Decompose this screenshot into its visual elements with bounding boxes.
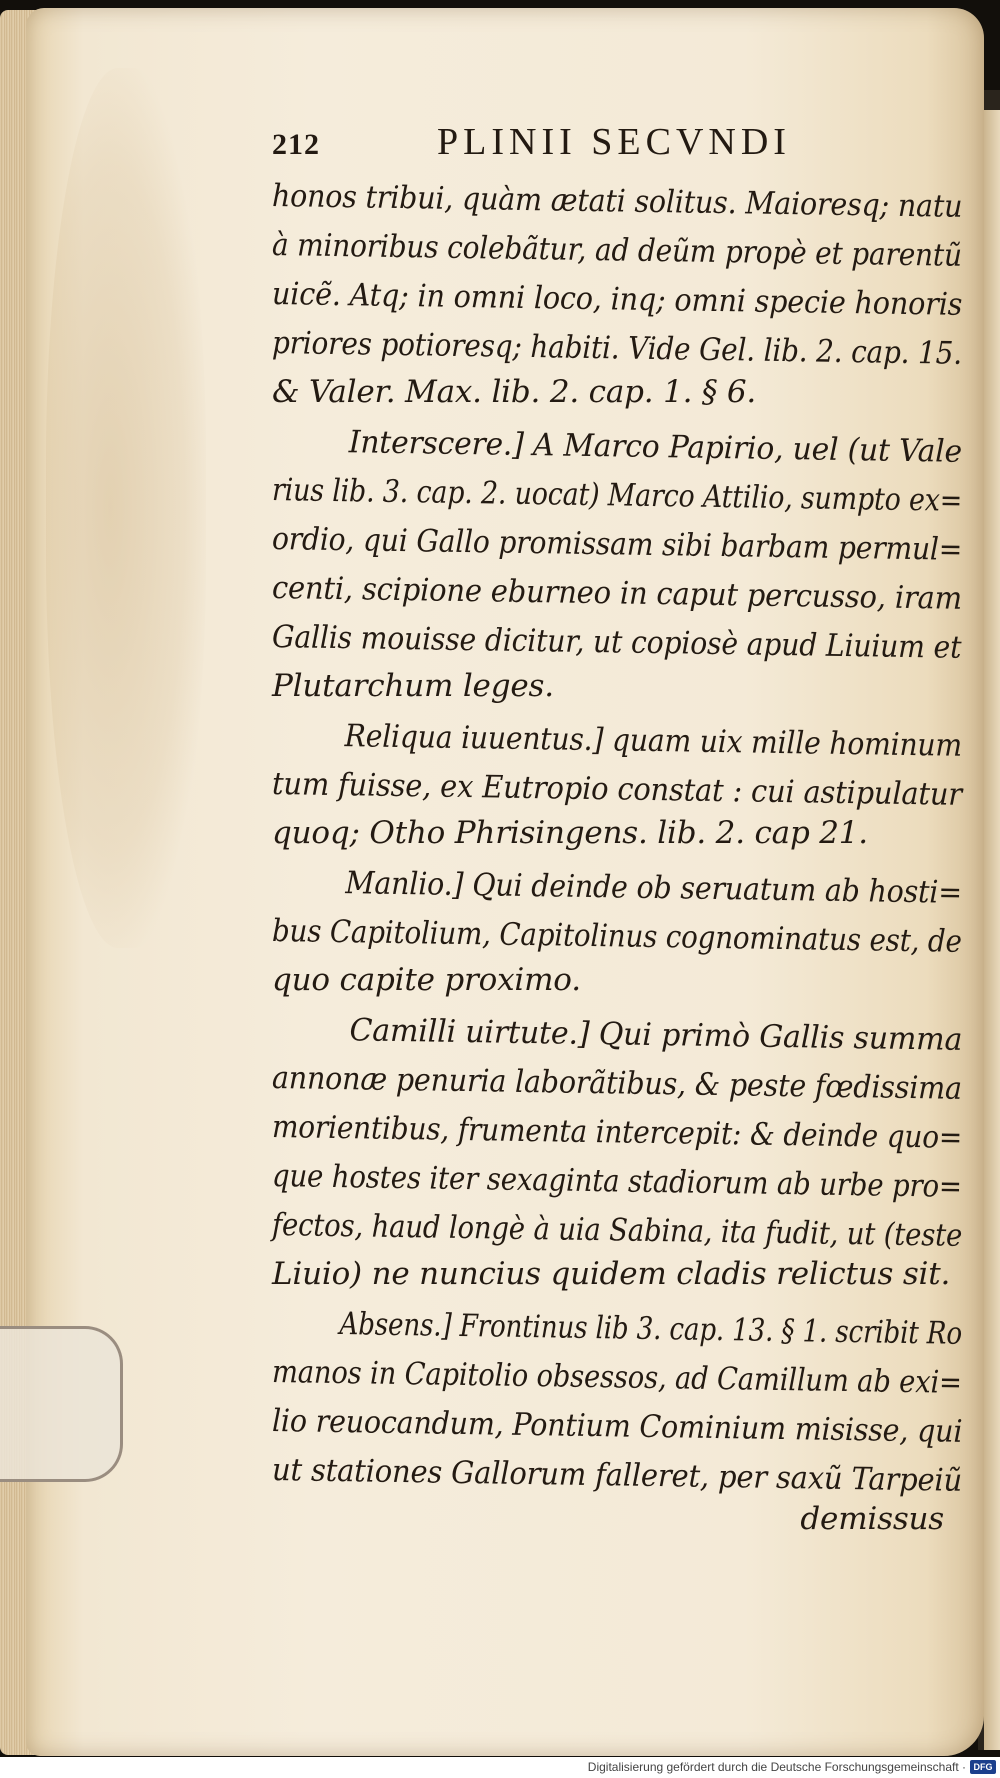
commentary-lemma-line: Camilli uirtute.] Qui primò Gallis summa	[349, 1012, 963, 1058]
facing-page-edge	[984, 110, 1000, 1750]
text-line: quoq; Otho Phrisingens. lib. 2. cap 21.	[272, 815, 868, 851]
catchword: demissus	[800, 1501, 944, 1537]
page-tab-marker	[0, 1326, 123, 1482]
text-line: manos in Capitolio obsessos, ad Camillum ab exi=	[271, 1354, 963, 1401]
text-line: quo capite proximo.	[272, 962, 581, 998]
commentary-lemma-line: Manlio.] Qui deinde ob seruatum ab hosti=	[345, 865, 963, 911]
running-title: PLINII SECVNDI	[437, 121, 791, 163]
water-stain	[46, 68, 206, 948]
text-line: bus Capitolium, Capitolinus cognominatus est, de	[271, 913, 963, 960]
funding-credit: Digitalisierung gefördert durch die Deutsche Forschungsgemeinschaft ·	[587, 1760, 966, 1774]
text-line: lio reuocandum, Pontium Cominium misisse, qui	[271, 1403, 963, 1450]
commentary-lemma-line: Reliqua iuuentus.] quam uix mille hominum	[344, 718, 963, 764]
text-line: tum fuisse, ex Eutropio constat : cui astipulatur	[271, 766, 963, 813]
page-number: 212	[272, 128, 320, 161]
text-line: priores potioresq; habiti. Vide Gel. lib. 2. cap. 15.	[271, 325, 963, 372]
text-line: fectos, haud longè à uia Sabina, ita fudit, ut (teste	[271, 1207, 963, 1254]
text-line: honos tribui, quàm ætati solitus. Maioresq; natu	[271, 178, 963, 225]
text-line: & Valer. Max. lib. 2. cap. 1. § 6.	[272, 374, 757, 410]
text-line: rius lib. 3. cap. 2. uocat) Marco Attilio, sumpto ex=	[271, 472, 963, 519]
text-line: centi, scipione eburneo in caput percusso, iram	[271, 570, 963, 617]
commentary-lemma-line: Interscere.] A Marco Papirio, uel (ut Vale	[348, 424, 963, 470]
digitization-footer	[0, 1757, 1000, 1778]
commentary-lemma-line: Absens.] Frontinus lib 3. cap. 13. § 1. scribit Ro	[339, 1306, 963, 1352]
text-line: ut stationes Gallorum falleret, per saxũ Tarpeiũ	[271, 1452, 963, 1499]
page-text-block	[272, 120, 962, 1544]
dfg-logo: DFG	[970, 1760, 996, 1774]
text-line: annonæ penuria laborãtibus, & peste fœdissima	[271, 1060, 963, 1107]
text-line: à minoribus colebãtur, ad deũm propè et parentũ	[271, 227, 963, 274]
text-line: Plutarchum leges.	[272, 668, 554, 704]
text-line: morientibus, frumenta intercepit: & deinde quo=	[271, 1109, 963, 1156]
text-line: ordio, qui Gallo promissam sibi barbam permul=	[271, 521, 963, 568]
text-line: Gallis mouisse dicitur, ut copiosè apud Liuium et	[271, 619, 962, 666]
text-line: uicẽ. Atq; in omni loco, inq; omni specie honoris	[271, 276, 963, 323]
text-line: Liuio) ne nuncius quidem cladis relictus sit.	[272, 1256, 951, 1292]
running-head	[272, 120, 962, 172]
text-line: que hostes iter sexaginta stadiorum ab urbe pro=	[271, 1158, 963, 1205]
